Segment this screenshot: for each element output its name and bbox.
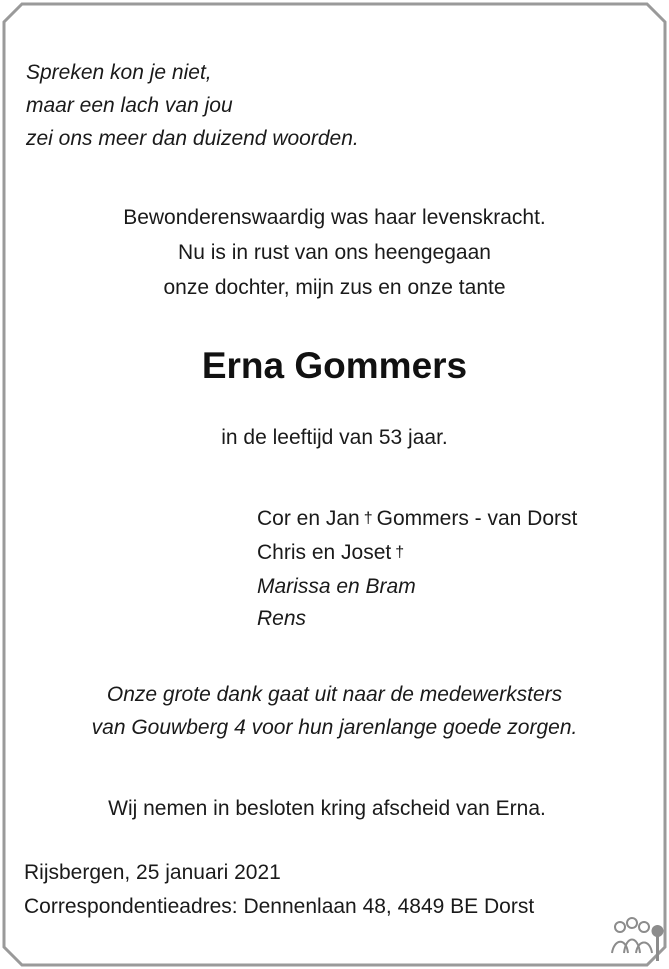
opening-poem xyxy=(26,56,359,155)
place-date: Rijsbergen, 25 januari 2021 xyxy=(24,861,281,884)
cross-icon: † xyxy=(363,510,373,527)
deceased-name: Erna Gommers xyxy=(201,345,468,386)
parents-surname: Gommers - van Dorst xyxy=(376,507,578,530)
sibling-names: Chris en Joset xyxy=(257,541,392,564)
intro-line: Nu is in rust van ons heengegaan xyxy=(178,241,491,264)
intro-line: onze dochter, mijn zus en onze tante xyxy=(163,276,506,299)
farewell-text: Wij nemen in besloten kring afscheid van Erna. xyxy=(108,797,546,820)
intro-text xyxy=(0,200,669,305)
thanks-text xyxy=(0,678,669,744)
thanks-line: van Gouwberg 4 voor hun jarenlange goede zorgen. xyxy=(91,716,578,739)
family-line-parents xyxy=(257,503,577,537)
poem-line: Spreken kon je niet, xyxy=(26,61,212,84)
age-text: in de leeftijd van 53 jaar. xyxy=(221,426,448,449)
family-tree-logo-icon xyxy=(608,913,666,965)
cross-icon: † xyxy=(395,544,405,561)
correspondence-address: Correspondentieadres: Dennenlaan 48, 4849 BE Dorst xyxy=(24,895,535,918)
family-line-niece: Marissa en Bram xyxy=(257,575,416,598)
parents-names: Cor en Jan xyxy=(257,507,360,530)
intro-line: Bewonderenswaardig was haar levenskracht. xyxy=(123,206,546,229)
poem-line: maar een lach van jou xyxy=(26,94,233,117)
family-list xyxy=(257,503,577,635)
thanks-line: Onze grote dank gaat uit naar de medewerksters xyxy=(106,683,563,706)
poem-line: zei ons meer dan duizend woorden. xyxy=(26,127,359,150)
family-line-nephew: Rens xyxy=(257,607,307,630)
family-line-sibling xyxy=(257,537,577,571)
footer xyxy=(24,856,534,924)
